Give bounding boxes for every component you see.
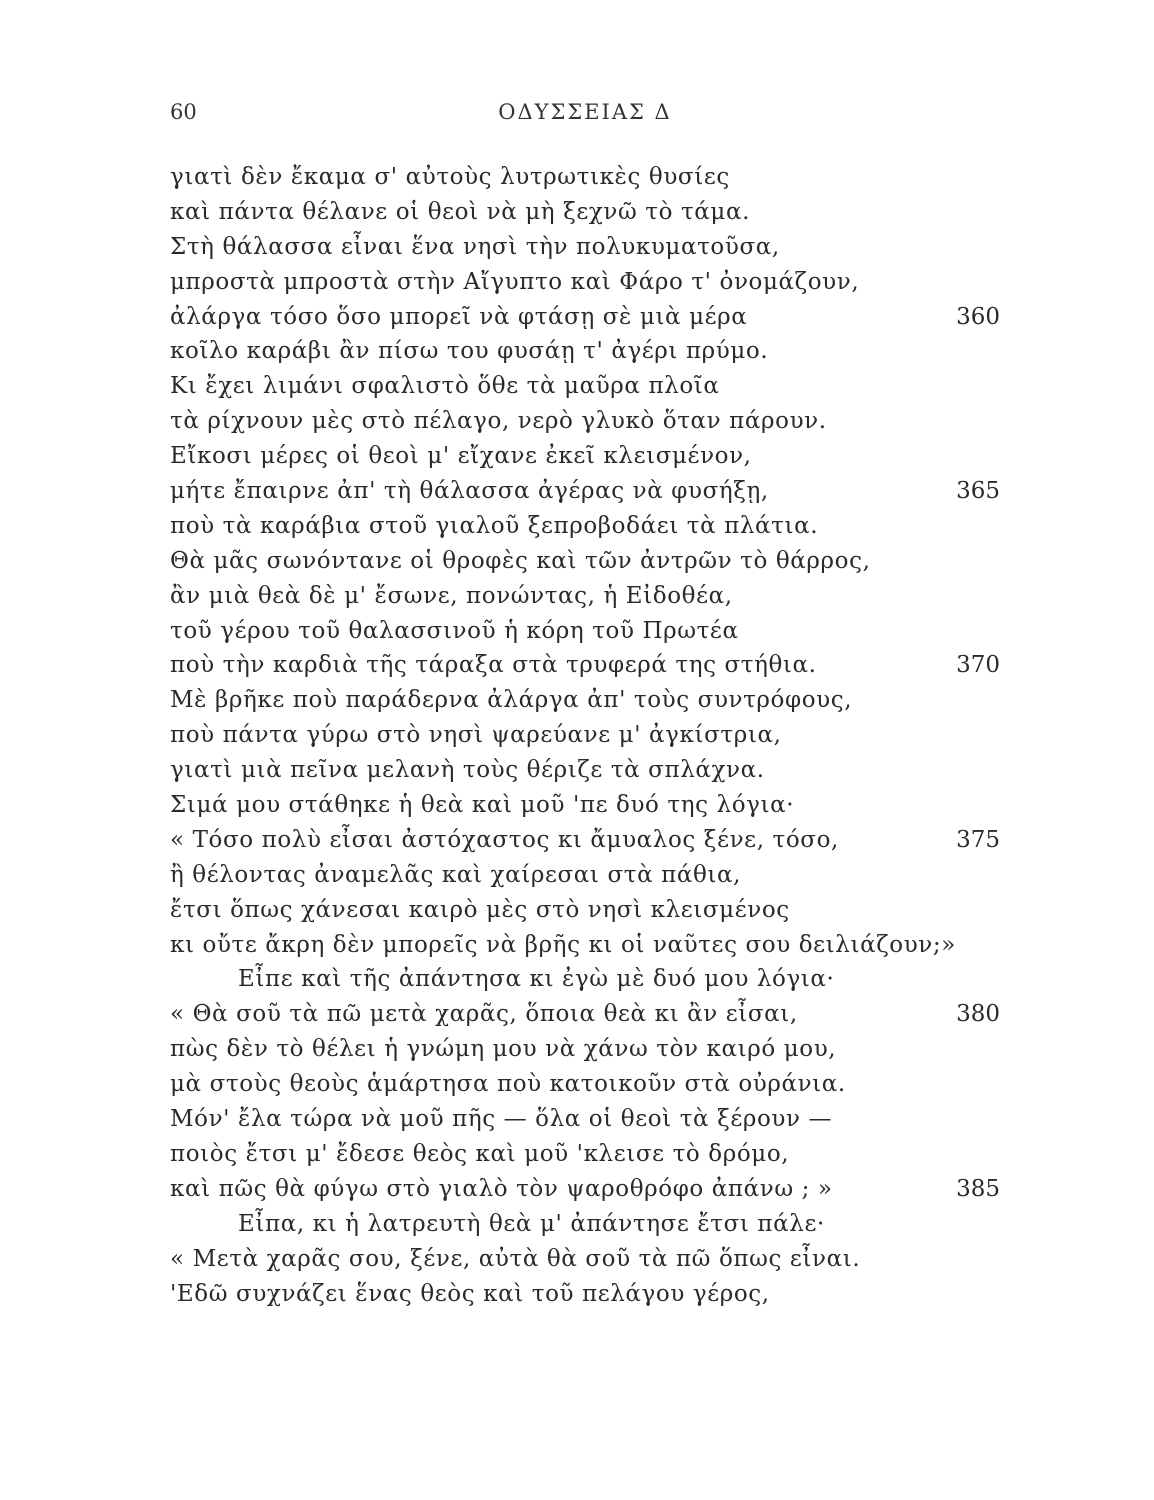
line-number: 385 — [956, 1175, 1000, 1202]
verse-text: μήτε ἔπαιρνε ἀπ' τὴ θάλασσα ἀγέρας νὰ φυσήξῃ, — [170, 478, 769, 505]
verse-line — [170, 334, 1000, 369]
verse-text: γιατὶ μιὰ πεῖνα μελανὴ τοὺς θέριζε τὰ σπλάχνα. — [170, 757, 765, 784]
verse-line — [170, 1067, 1000, 1102]
verse-text: ποὺ τὴν καρδιὰ τῆς τάραξα στὰ τρυφερά της στήθια. — [170, 652, 817, 679]
verse-line — [170, 997, 1000, 1032]
verse-text: ἀλάργα τόσο ὅσο μπορεῖ νὰ φτάσῃ σὲ μιὰ μέρα — [170, 303, 748, 330]
line-number: 360 — [956, 303, 1000, 330]
verse-line — [170, 1137, 1000, 1172]
verse-line — [170, 369, 1000, 404]
verse-line — [170, 544, 1000, 579]
verse-text: Κι ἔχει λιμάνι σφαλιστὸ ὅθε τὰ μαῦρα πλοῖα — [170, 373, 720, 400]
line-number: 375 — [956, 826, 1000, 853]
verse-text: Σιμά μου στάθηκε ἡ θεὰ καὶ μοῦ 'πε δυό της λόγια· — [170, 792, 795, 819]
verse-text: τοῦ γέρου τοῦ θαλασσινοῦ ἡ κόρη τοῦ Πρωτέα — [170, 617, 739, 644]
verse-text: μπροστὰ μπροστὰ στὴν Αἴγυπτο καὶ Φάρο τ' ὀνομάζουν, — [170, 268, 860, 295]
verse-text: τὰ ρίχνουν μὲς στὸ πέλαγο, νερὸ γλυκὸ ὅταν πάρουν. — [170, 408, 827, 435]
line-number: 365 — [956, 478, 1000, 505]
verse-text: πὼς δὲν τὸ θέλει ἡ γνώμη μου νὰ χάνω τὸν καιρό μου, — [170, 1036, 837, 1063]
verse-text: ἢ θέλοντας ἀναμελᾶς καὶ χαίρεσαι στὰ πάθια, — [170, 861, 742, 888]
verse-line — [170, 718, 1000, 753]
page-header — [170, 100, 1000, 136]
verse-line — [170, 1172, 1000, 1207]
verse-line — [170, 265, 1000, 300]
verse-line — [170, 788, 1000, 823]
verse-line — [170, 1032, 1000, 1067]
verse-text: Εἶπε καὶ τῆς ἀπάντησα κι ἐγὼ μὲ δυό μου λόγια· — [238, 966, 835, 993]
verse-text: Θὰ μᾶς σωνόντανε οἱ θροφὲς καὶ τῶν ἀντρῶν τὸ θάρρος, — [170, 547, 871, 574]
verse-text: γιατὶ δὲν ἔκαμα σ' αὐτοὺς λυτρωτικὲς θυσίες — [170, 164, 730, 190]
verse-text: ποὺ τὰ καράβια στοῦ γιαλοῦ ξεπροβοδάει τὰ πλάτια. — [170, 512, 819, 539]
verse-line — [170, 1102, 1000, 1137]
verse-text: Μόν' ἔλα τώρα νὰ μοῦ πῆς — ὅλα οἱ θεοὶ τὰ ξέρουν — — [170, 1106, 833, 1133]
verse-line — [170, 300, 1000, 335]
verse-line — [170, 160, 1000, 195]
verse-line — [170, 893, 1000, 928]
verse-text: « Τόσο πολὺ εἶσαι ἀστόχαστος κι ἄμυαλος ξένε, τόσο, — [170, 826, 839, 853]
verse-line — [170, 648, 1000, 683]
verse-line — [170, 1242, 1000, 1277]
verse-text: μὰ στοὺς θεοὺς ἁμάρτησα ποὺ κατοικοῦν στὰ οὐράνια. — [170, 1071, 846, 1098]
verse-line — [170, 753, 1000, 788]
verse-text: καὶ πάντα θέλανε οἱ θεοὶ νὰ μὴ ξεχνῶ τὸ τάμα. — [170, 198, 750, 225]
verse-text: Εἶπα, κι ἡ λατρευτὴ θεὰ μ' ἀπάντησε ἔτσι πάλε· — [238, 1210, 825, 1237]
line-number: 370 — [956, 652, 1000, 679]
verse-line — [170, 614, 1000, 649]
verse-line — [170, 962, 1000, 997]
verse-line — [170, 1207, 1000, 1242]
verse-text: 'Εδῶ συχνάζει ἕνας θεὸς καὶ τοῦ πελάγου γέρος, — [170, 1280, 770, 1307]
verse-line — [170, 404, 1000, 439]
verse-text: ἂν μιὰ θεὰ δὲ μ' ἔσωνε, πονώντας, ἡ Εἰδοθέα, — [170, 582, 733, 609]
verse-text: Μὲ βρῆκε ποὺ παράδερνα ἀλάργα ἀπ' τοὺς συντρόφους, — [170, 687, 853, 714]
verse-text: « Μετὰ χαρᾶς σου, ξένε, αὐτὰ θὰ σοῦ τὰ πῶ ὅπως εἶναι. — [170, 1245, 861, 1272]
verse-line — [170, 439, 1000, 474]
verse-block — [170, 160, 1000, 1311]
verse-line — [170, 195, 1000, 230]
verse-text: ποιὸς ἔτσι μ' ἔδεσε θεὸς καὶ μοῦ 'κλεισε τὸ δρόμο, — [170, 1140, 790, 1167]
verse-text: κι οὔτε ἄκρη δὲν μπορεῖς νὰ βρῆς κι οἱ ναῦτες σου δειλιάζουν;» — [170, 931, 956, 958]
verse-line — [170, 683, 1000, 718]
verse-text: ποὺ πάντα γύρω στὸ νησὶ ψαρεύανε μ' ἀγκίστρια, — [170, 722, 782, 749]
verse-text: καὶ πῶς θὰ φύγω στὸ γιαλὸ τὸν ψαροθρόφο ἀπάνω ; » — [170, 1175, 833, 1202]
verse-line — [170, 858, 1000, 893]
verse-text: Εἴκοσι μέρες οἱ θεοὶ μ' εἴχανε ἐκεῖ κλεισμένον, — [170, 443, 752, 470]
verse-line — [170, 230, 1000, 265]
verse-line — [170, 474, 1000, 509]
verse-line — [170, 823, 1000, 858]
verse-text: Στὴ θάλασσα εἶναι ἕνα νησὶ τὴν πολυκυματοῦσα, — [170, 233, 780, 260]
running-title: ΟΔΥΣΣΕΙΑΣ Δ — [498, 100, 672, 124]
verse-line — [170, 579, 1000, 614]
verse-line — [170, 509, 1000, 544]
page-number: 60 — [170, 100, 197, 124]
verse-line — [170, 1277, 1000, 1312]
verse-text: ἔτσι ὅπως χάνεσαι καιρὸ μὲς στὸ νησὶ κλεισμένος — [170, 896, 790, 923]
line-number: 380 — [956, 1001, 1000, 1028]
verse-text: « Θὰ σοῦ τὰ πῶ μετὰ χαρᾶς, ὅποια θεὰ κι ἂν εἶσαι, — [170, 1001, 798, 1028]
verse-line — [170, 928, 1000, 963]
verse-text: κοῖλο καράβι ἂν πίσω του φυσάῃ τ' ἀγέρι πρύμο. — [170, 338, 769, 365]
